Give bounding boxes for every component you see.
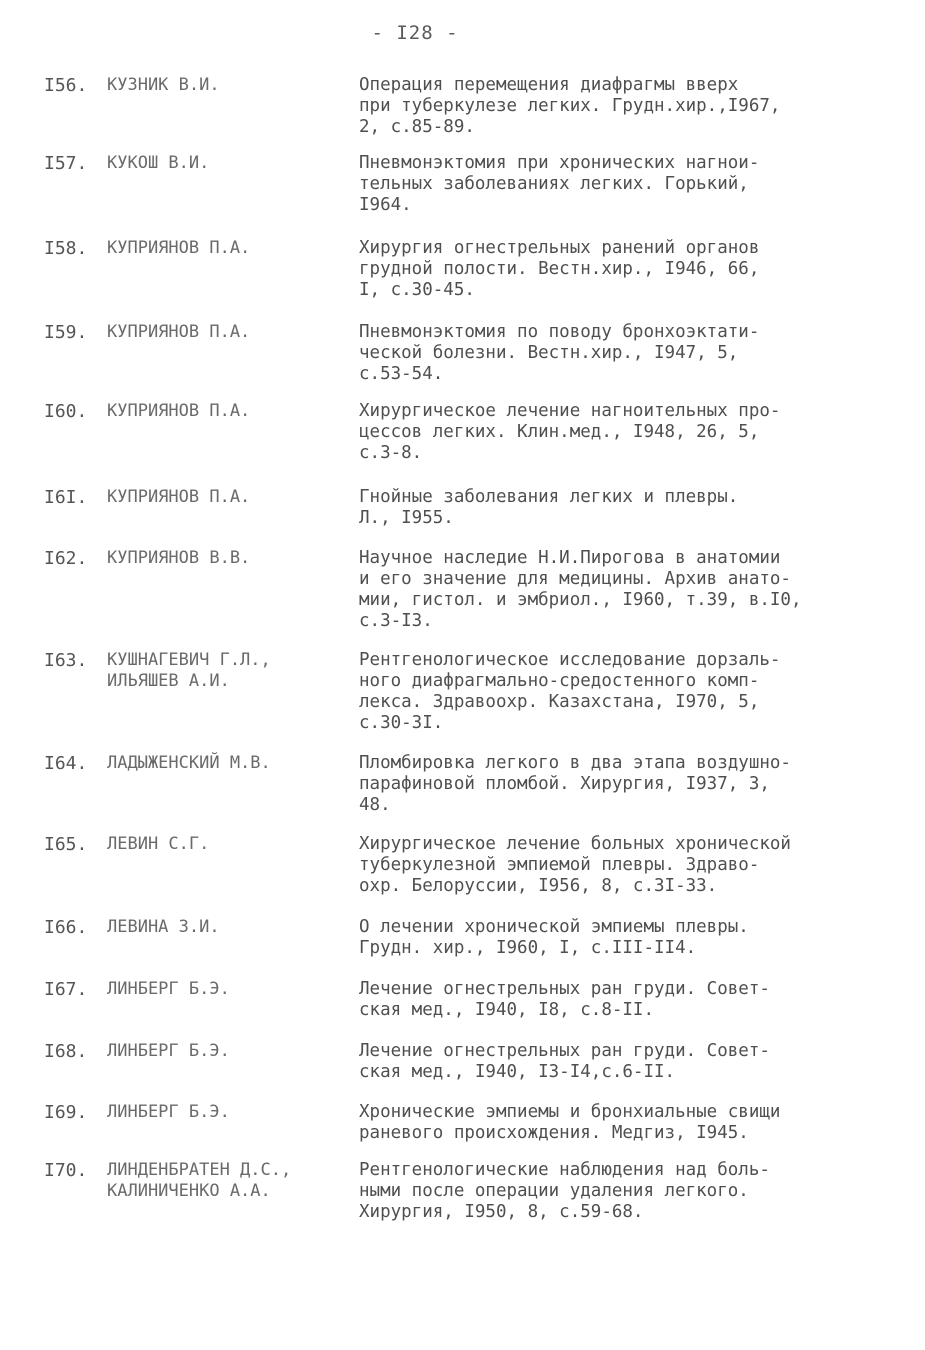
entry-citation: [359, 1160, 904, 1223]
citation-line: туберкулезной эмпиемой плевры. Здраво-: [359, 855, 760, 875]
entry-number: I6I.: [44, 487, 88, 508]
entry-citation: [359, 238, 904, 301]
entry-number: I56.: [44, 75, 88, 96]
entry-author: [107, 834, 347, 855]
entry-author: [107, 650, 347, 692]
entry-author: [107, 1160, 347, 1202]
entry-number: I67.: [44, 979, 88, 1000]
entry-author: [107, 487, 347, 508]
entry-author: [107, 548, 347, 569]
citation-line: 2, с.85-89.: [359, 117, 475, 137]
citation-line: Гнойные заболевания легких и плевры.: [359, 487, 739, 507]
entry-citation: [359, 75, 904, 138]
citation-line: Рентгенологические наблюдения над боль-: [359, 1160, 770, 1180]
citation-line: раневого происхождения. Медгиз, I945.: [359, 1123, 749, 1143]
author-line: ЛИНБЕРГ Б.Э.: [107, 1041, 230, 1061]
entry-number: I58.: [44, 238, 88, 259]
citation-line: с.3-8.: [359, 443, 423, 463]
author-line: КУЗНИК В.И.: [107, 75, 220, 95]
author-line: ЛЕВИН С.Г.: [107, 834, 210, 854]
page-number: - I28 -: [371, 22, 459, 44]
author-line: ЛАДЫЖЕНСКИЙ М.В.: [107, 753, 271, 773]
entry-citation: [359, 650, 904, 734]
citation-line: и его значение для медицины. Архив анато-: [359, 569, 791, 589]
citation-line: Лечение огнестрельных ран груди. Совет-: [359, 1041, 770, 1061]
entry-number: I59.: [44, 322, 88, 343]
citation-line: Пневмонэктомия при хронических нагнои-: [359, 153, 760, 173]
citation-line: ного диафрагмально-средостенного комп-: [359, 671, 760, 691]
entry-citation: [359, 401, 904, 464]
entry-author: [107, 153, 347, 174]
citation-line: парафиновой пломбой. Хирургия, I937, 3,: [359, 774, 770, 794]
citation-line: Пломбировка легкого в два этапа воздушно-: [359, 753, 791, 773]
entry-number: I69.: [44, 1102, 88, 1123]
author-line: КУПРИЯНОВ П.А.: [107, 487, 251, 507]
entry-citation: [359, 322, 904, 385]
citation-line: Л., I955.: [359, 508, 454, 528]
author-line: КУПРИЯНОВ В.В.: [107, 548, 251, 568]
citation-line: лекса. Здравоохр. Казахстана, I970, 5,: [359, 692, 760, 712]
entry-citation: [359, 153, 904, 216]
citation-line: ными после операции удаления легкого.: [359, 1181, 749, 1201]
citation-line: Хирургия огнестрельных ранений органов: [359, 238, 760, 258]
entry-citation: [359, 1041, 904, 1083]
citation-line: Научное наследие Н.И.Пирогова в анатомии: [359, 548, 781, 568]
citation-line: Хронические эмпиемы и бронхиальные свищи: [359, 1102, 781, 1122]
author-line: КУПРИЯНОВ П.А.: [107, 238, 251, 258]
entry-author: [107, 401, 347, 422]
citation-line: Пневмонэктомия по поводу бронхоэктати-: [359, 322, 760, 342]
citation-line: Хирургия, I950, 8, с.59-68.: [359, 1202, 644, 1222]
entry-author: [107, 917, 347, 938]
citation-line: с.30-3I.: [359, 713, 444, 733]
citation-line: ская мед., I940, I8, с.8-II.: [359, 1000, 655, 1020]
author-line: ЛИНБЕРГ Б.Э.: [107, 979, 230, 999]
author-line: ИЛЬЯШЕВ А.И.: [107, 671, 230, 691]
citation-line: при туберкулезе легких. Грудн.хир.,I967,: [359, 96, 781, 116]
citation-line: мии, гистол. и эмбриол., I960, т.39, в.I0,: [359, 590, 802, 610]
citation-line: ческой болезни. Вестн.хир., I947, 5,: [359, 343, 739, 363]
citation-line: Грудн. хир., I960, I, с.III-II4.: [359, 938, 697, 958]
citation-line: грудной полости. Вестн.хир., I946, 66,: [359, 259, 760, 279]
entry-citation: [359, 548, 904, 632]
entry-author: [107, 753, 347, 774]
author-line: КАЛИНИЧЕНКО А.А.: [107, 1181, 271, 1201]
author-line: ЛЕВИНА З.И.: [107, 917, 220, 937]
entry-number: I64.: [44, 753, 88, 774]
entry-citation: [359, 979, 904, 1021]
entry-number: I63.: [44, 650, 88, 671]
entry-citation: [359, 753, 904, 816]
entry-author: [107, 1041, 347, 1062]
citation-line: О лечении хронической эмпиемы плевры.: [359, 917, 749, 937]
citation-line: 48.: [359, 795, 391, 815]
entry-number: I70.: [44, 1160, 88, 1181]
entry-citation: [359, 917, 904, 959]
citation-line: Хирургическое лечение нагноительных про-: [359, 401, 781, 421]
citation-line: Рентгенологическое исследование дорзаль-: [359, 650, 781, 670]
author-line: КУКОШ В.И.: [107, 153, 210, 173]
entry-author: [107, 75, 347, 96]
citation-line: с.53-54.: [359, 364, 444, 384]
entry-citation: [359, 1102, 904, 1144]
entry-number: I66.: [44, 917, 88, 938]
author-line: КУПРИЯНОВ П.А.: [107, 401, 251, 421]
author-line: КУПРИЯНОВ П.А.: [107, 322, 251, 342]
entry-citation: [359, 834, 904, 897]
citation-line: с.3-I3.: [359, 611, 433, 631]
entry-author: [107, 1102, 347, 1123]
citation-line: I964.: [359, 195, 412, 215]
entry-author: [107, 238, 347, 259]
author-line: КУШНАГЕВИЧ Г.Л.,: [107, 650, 271, 670]
citation-line: I, с.30-45.: [359, 280, 475, 300]
entry-author: [107, 322, 347, 343]
entry-number: I60.: [44, 401, 88, 422]
citation-line: цессов легких. Клин.мед., I948, 26, 5,: [359, 422, 760, 442]
entry-citation: [359, 487, 904, 529]
citation-line: тельных заболеваниях легких. Горький,: [359, 174, 749, 194]
citation-line: Операция перемещения диафрагмы вверх: [359, 75, 739, 95]
citation-line: Хирургическое лечение больных хронической: [359, 834, 791, 854]
citation-line: ская мед., I940, I3-I4,с.6-II.: [359, 1062, 676, 1082]
entry-number: I57.: [44, 153, 88, 174]
entry-author: [107, 979, 347, 1000]
entry-number: I68.: [44, 1041, 88, 1062]
author-line: ЛИНБЕРГ Б.Э.: [107, 1102, 230, 1122]
entry-number: I65.: [44, 834, 88, 855]
author-line: ЛИНДЕНБРАТЕН Д.С.,: [107, 1160, 292, 1180]
citation-line: охр. Белоруссии, I956, 8, с.3I-33.: [359, 876, 718, 896]
citation-line: Лечение огнестрельных ран груди. Совет-: [359, 979, 770, 999]
entry-number: I62.: [44, 548, 88, 569]
